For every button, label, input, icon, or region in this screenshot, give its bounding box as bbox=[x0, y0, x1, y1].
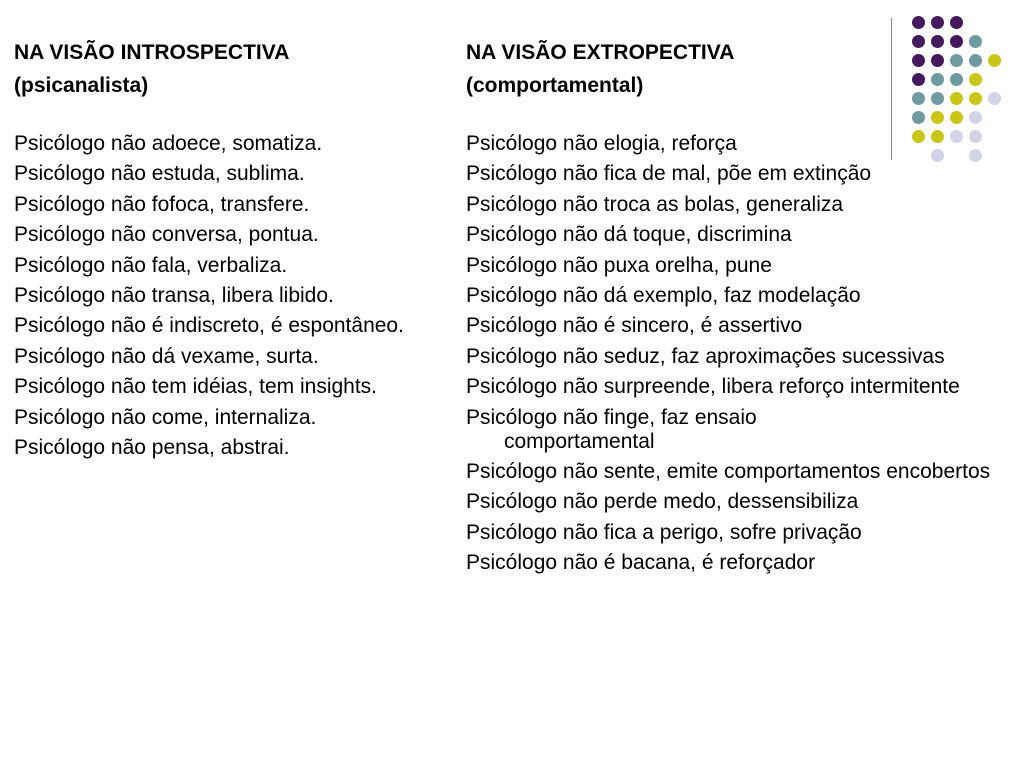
decorative-dot bbox=[931, 130, 944, 143]
left-list bbox=[14, 132, 464, 460]
decorative-dot bbox=[969, 54, 982, 67]
list-item: Psicólogo não elogia, reforça bbox=[466, 132, 737, 155]
list-item: Psicólogo não é bacana, é reforçador bbox=[466, 551, 816, 575]
decorative-dot bbox=[969, 130, 982, 143]
list-item: Psicólogo não come, internaliza. bbox=[14, 405, 317, 429]
decorative-dot bbox=[950, 16, 963, 29]
decorative-dot bbox=[950, 73, 963, 86]
decorative-dot bbox=[969, 111, 982, 124]
right-list bbox=[466, 132, 991, 575]
list-item: Psicólogo não seduz, faz aproximações sucessivas bbox=[466, 344, 945, 368]
list-item: Psicólogo não surpreende, libera reforço intermitente bbox=[466, 375, 960, 399]
decorative-dot bbox=[931, 149, 944, 162]
left-title-line1: NA VISÃO INTROSPECTIVA bbox=[14, 41, 290, 64]
decorative-dot bbox=[931, 16, 944, 29]
list-item: Psicólogo não fica de mal, põe em extinção bbox=[466, 162, 872, 186]
list-item: Psicólogo não estuda, sublima. bbox=[14, 162, 305, 186]
decorative-dot bbox=[931, 73, 944, 86]
right-title-line2: (comportamental) bbox=[466, 74, 644, 97]
decorative-dot bbox=[950, 92, 963, 105]
list-item: Psicólogo não é sincero, é assertivo bbox=[466, 314, 803, 338]
list-item: Psicólogo não pensa, abstrai. bbox=[14, 435, 290, 459]
list-item: Psicólogo não troca as bolas, generaliza bbox=[466, 192, 844, 216]
list-item: Psicólogo não tem idéias, tem insights. bbox=[14, 375, 378, 399]
decorative-dot bbox=[950, 54, 963, 67]
list-item: Psicólogo não fala, verbaliza. bbox=[14, 253, 288, 277]
list-item: Psicólogo não conversa, pontua. bbox=[14, 223, 319, 247]
right-column bbox=[466, 36, 991, 591]
decorative-dot bbox=[931, 92, 944, 105]
decorative-dot bbox=[969, 73, 982, 86]
list-item: Psicólogo não puxa orelha, pune bbox=[466, 253, 772, 277]
decorative-divider bbox=[891, 18, 892, 160]
decorative-dot bbox=[988, 54, 1001, 67]
list-item: Psicólogo não dá vexame, surta. bbox=[14, 344, 319, 368]
list-item: Psicólogo não adoece, somatiza. bbox=[14, 132, 323, 155]
decorative-dot bbox=[931, 111, 944, 124]
list-item: Psicólogo não fica a perigo, sofre privação bbox=[466, 520, 862, 544]
left-column bbox=[14, 36, 464, 476]
decorative-dot bbox=[988, 92, 1001, 105]
decorative-dot bbox=[969, 149, 982, 162]
decorative-dot bbox=[912, 16, 925, 29]
decorative-dot bbox=[969, 92, 982, 105]
decorative-dot bbox=[912, 111, 925, 124]
decorative-dot bbox=[950, 111, 963, 124]
decorative-dot bbox=[912, 54, 925, 67]
list-item: Psicólogo não transa, libera libido. bbox=[14, 283, 334, 307]
list-item: Psicólogo não sente, emite comportamentos encobertos bbox=[466, 459, 991, 483]
decorative-dot bbox=[931, 35, 944, 48]
decorative-dot bbox=[912, 92, 925, 105]
decorative-dot bbox=[912, 35, 925, 48]
decorative-dot bbox=[950, 130, 963, 143]
decorative-dot bbox=[912, 73, 925, 86]
decorative-dot bbox=[950, 35, 963, 48]
list-item: Psicólogo não é indiscreto, é espontâneo. bbox=[14, 314, 404, 338]
list-item: Psicólogo não dá exemplo, faz modelação bbox=[466, 283, 861, 307]
decorative-dot bbox=[969, 35, 982, 48]
list-item: Psicólogo não perde medo, dessensibiliza bbox=[466, 490, 859, 514]
list-item: Psicólogo não dá toque, discrimina bbox=[466, 223, 792, 247]
right-title-line1: NA VISÃO EXTROPECTIVA bbox=[466, 41, 735, 64]
list-item: Psicólogo não fofoca, transfere. bbox=[14, 192, 310, 216]
list-item: Psicólogo não finge, faz ensaio comportamental bbox=[466, 405, 757, 453]
left-title-line2: (psicanalista) bbox=[14, 74, 149, 97]
decorative-dot bbox=[912, 130, 925, 143]
decorative-dot bbox=[931, 54, 944, 67]
